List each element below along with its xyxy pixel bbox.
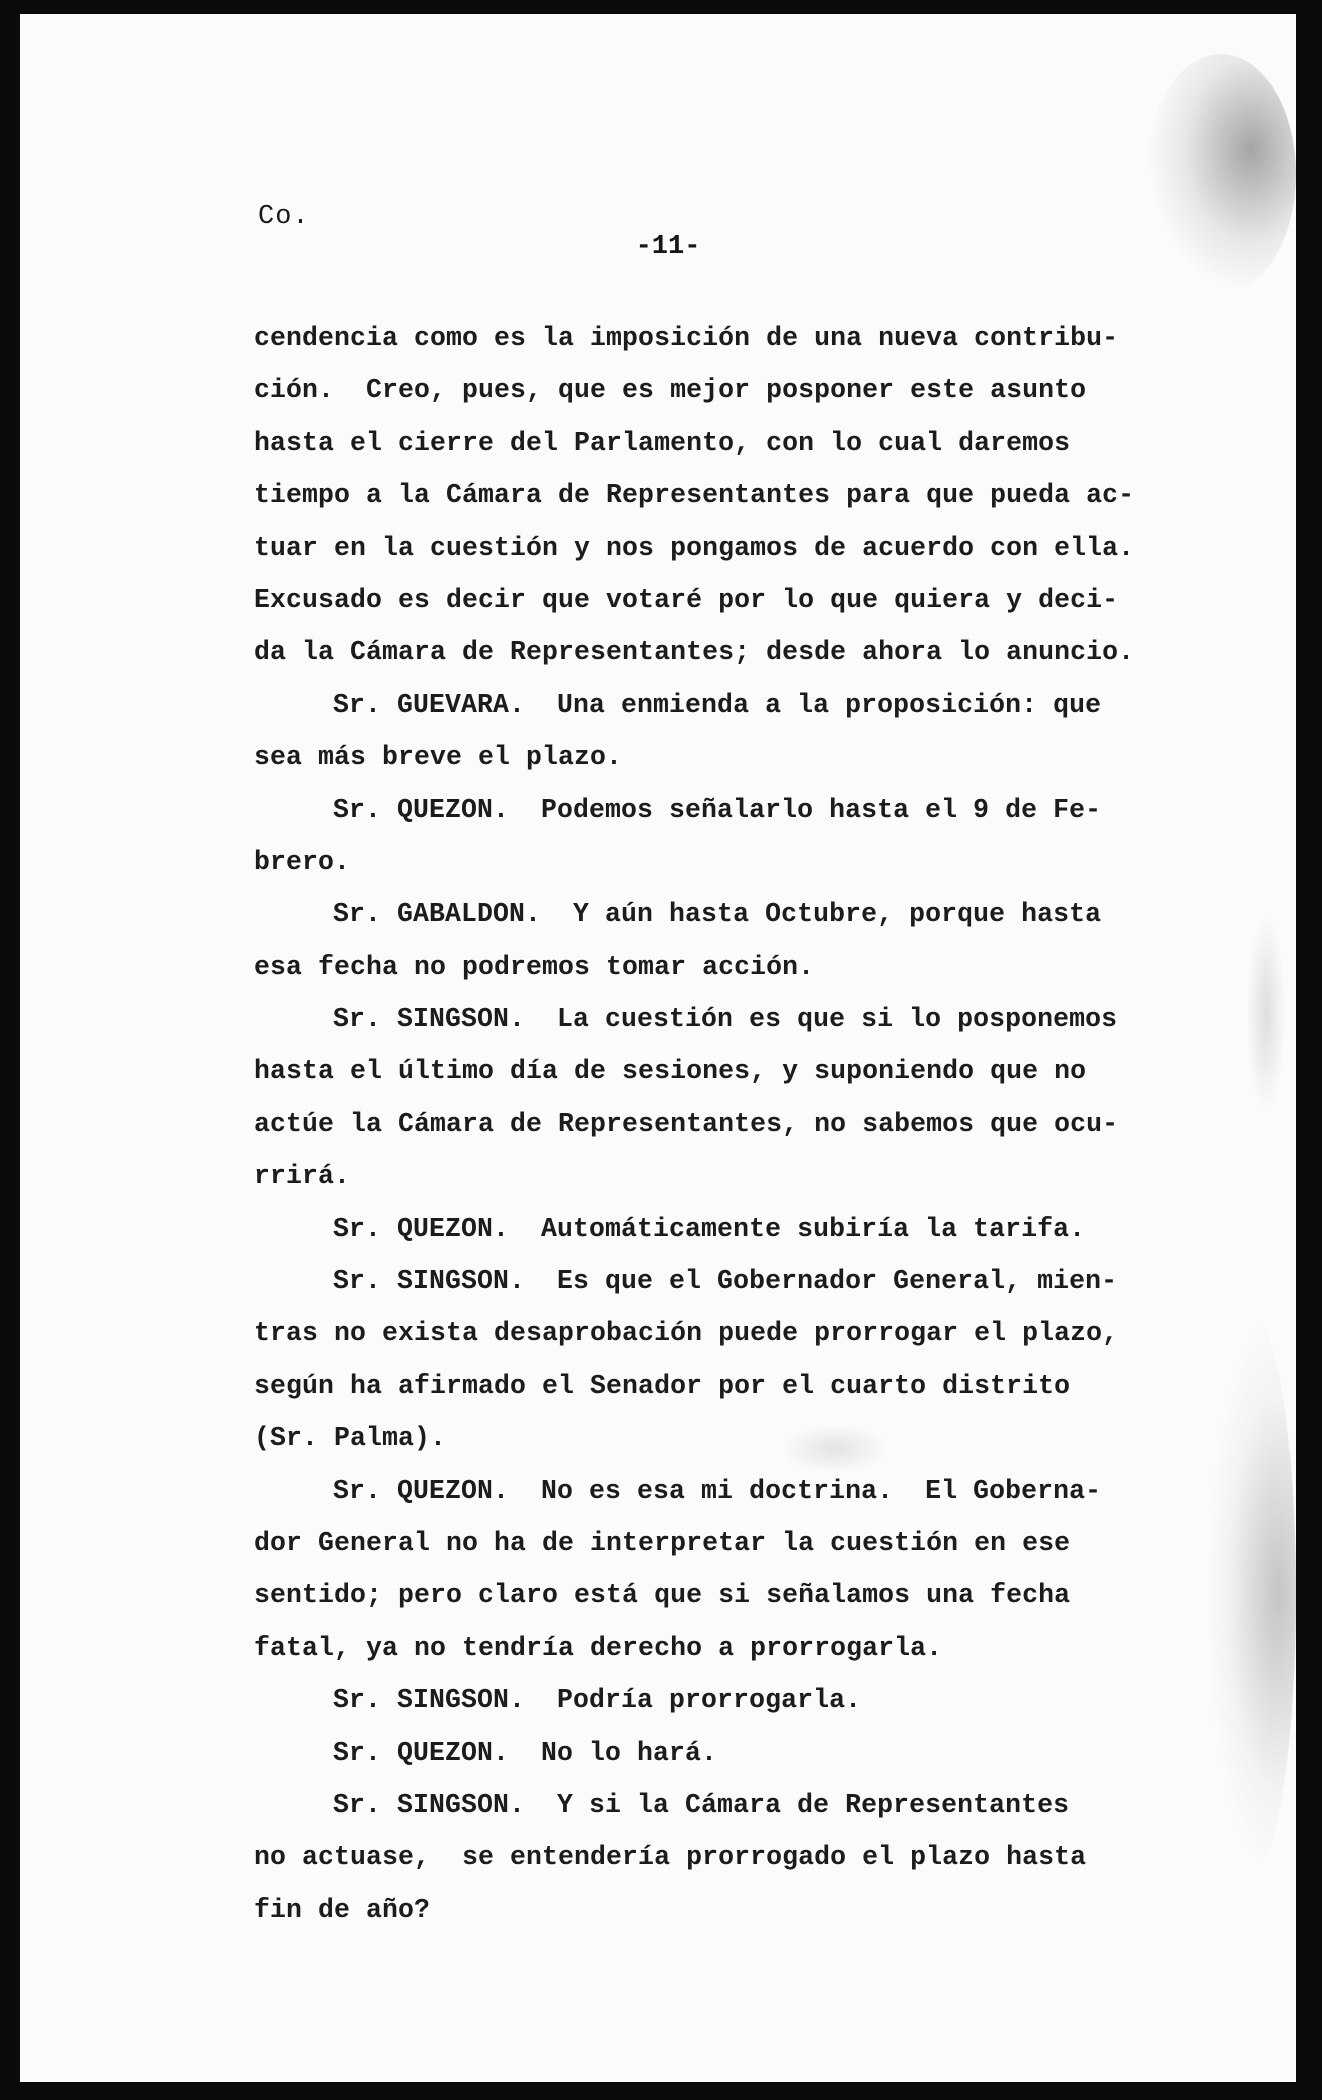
- text-line: Sr. SINGSON. Es que el Gobernador General, mien-: [333, 1266, 1118, 1297]
- text-line: actúe la Cámara de Representantes, no sabemos que ocu-: [254, 1108, 1119, 1139]
- text-line: tiempo a la Cámara de Representantes para que pueda ac-: [254, 480, 1135, 511]
- text-line: Excusado es decir que votaré por lo que quiera y deci-: [254, 584, 1119, 615]
- text-line: Sr. SINGSON. Y si la Cámara de Representantes: [333, 1789, 1070, 1820]
- page-number: -11-: [635, 232, 701, 262]
- text-line: (Sr. Palma).: [254, 1423, 447, 1454]
- text-line: cendencia como es la imposición de una nueva contribu-: [254, 323, 1119, 353]
- ink-smudge: [1246, 914, 1286, 1114]
- document-body: [254, 312, 1154, 1936]
- text-line: Sr. GABALDON. Y aún hasta Octubre, porque hasta: [333, 899, 1102, 930]
- text-line: Sr. QUEZON. Automáticamente subiría la tarifa.: [333, 1213, 1086, 1244]
- text-line: tuar en la cuestión y nos pongamos de acuerdo con ella.: [254, 532, 1135, 563]
- text-line: Sr. QUEZON. No lo hará.: [333, 1737, 718, 1768]
- text-line: Sr. SINGSON. Podría prorrogarla.: [333, 1685, 862, 1716]
- text-line: Sr. SINGSON. La cuestión es que si lo posponemos: [333, 1004, 1118, 1035]
- document-page: [20, 14, 1296, 2082]
- text-line: dor General no ha de interpretar la cuestión en ese: [254, 1527, 1071, 1558]
- text-line: fatal, ya no tendría derecho a prorrogarla.: [254, 1632, 943, 1663]
- ink-smudge: [1206, 1314, 1296, 1874]
- text-line: Sr. QUEZON. Podemos señalarlo hasta el 9 de Fe-: [333, 794, 1102, 825]
- text-line: Sr. GUEVARA. Una enmienda a la proposición: que: [333, 689, 1102, 720]
- text-line: brero.: [254, 846, 351, 877]
- text-line: sentido; pero claro está que si señalamos una fecha: [254, 1580, 1071, 1611]
- text-line: hasta el cierre del Parlamento, con lo cual daremos: [254, 427, 1071, 458]
- text-line: ción. Creo, pues, que es mejor posponer este asunto: [254, 375, 1087, 406]
- text-line: esa fecha no podremos tomar acción.: [254, 951, 815, 982]
- text-line: da la Cámara de Representantes; desde ahora lo anuncio.: [254, 637, 1135, 668]
- text-line: Sr. QUEZON. No es esa mi doctrina. El Goberna-: [333, 1475, 1102, 1506]
- text-line: según ha afirmado el Senador por el cuarto distrito: [254, 1370, 1071, 1401]
- corner-mark: Co.: [258, 202, 310, 232]
- text-line: fin de año?: [254, 1894, 431, 1925]
- text-line: rrirá.: [254, 1161, 351, 1192]
- text-line: sea más breve el plazo.: [254, 742, 623, 773]
- text-line: tras no exista desaprobación puede prorrogar el plazo,: [254, 1318, 1119, 1349]
- text-line: no actuase, se entendería prorrogado el plazo hasta: [254, 1842, 1087, 1873]
- text-line: hasta el último día de sesiones, y suponiendo que no: [254, 1056, 1087, 1087]
